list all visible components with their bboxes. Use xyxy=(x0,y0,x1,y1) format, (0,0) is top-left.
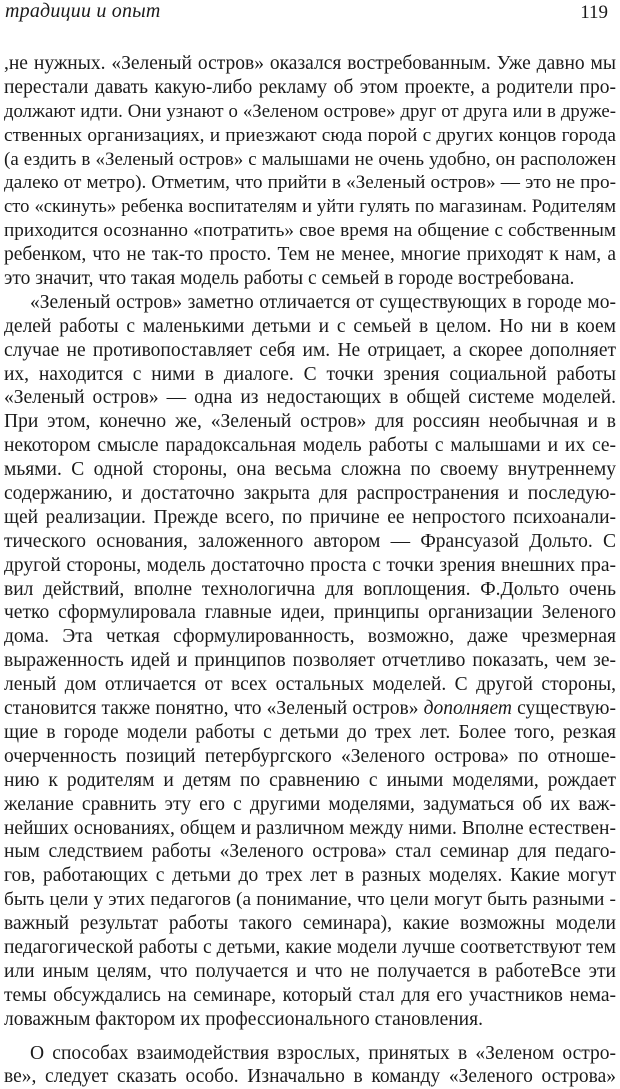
text-segment: щие в городе модели работы с детьми до трех лет. Более того, резкая xyxy=(4,721,616,743)
text-line xyxy=(4,339,616,363)
text-segment: их, находится с ними в диалоге. С точки зрения социальной работы xyxy=(4,363,616,385)
text-line xyxy=(4,697,616,721)
text-segment: выраженность идей и принципов позволяет отчетливо показать, чем зе- xyxy=(4,650,616,672)
text-segment: гов, работающих с детьми до трех лет в разных моделях. Какие могут xyxy=(4,865,616,887)
text-segment: другой стороны, модель достаточно проста с точки зрения внешних пра- xyxy=(4,554,616,576)
text-segment: перестали давать какую-либо рекламу об этом проекте, а родители про- xyxy=(4,76,616,98)
text-line xyxy=(4,1008,616,1032)
text-line xyxy=(4,410,616,434)
page-number: 119 xyxy=(580,2,608,23)
text-line xyxy=(4,745,616,769)
text-line xyxy=(4,530,616,554)
text-segment: ве», следует сказать особо. Изначально в команду «Зеленого острова» xyxy=(4,1066,616,1088)
text-line xyxy=(4,171,616,195)
text-line xyxy=(4,625,616,649)
text-line xyxy=(4,219,616,243)
text-line xyxy=(4,363,616,387)
text-line xyxy=(4,960,616,984)
text-line xyxy=(4,267,616,291)
text-segment: быть цели у этих педагогов (а понимание, что цели могут быть разными - xyxy=(4,889,616,911)
text-line xyxy=(4,458,616,482)
text-line xyxy=(4,291,616,315)
text-line xyxy=(4,793,616,817)
text-segment: сто «скинуть» ребенка воспитателям и уйти гулять по магазинам. Родителям xyxy=(4,196,616,218)
text-line xyxy=(4,649,616,673)
text-segment: делей работы с маленькими детьми и с семьей в целом. Но ни в коем xyxy=(4,315,616,337)
paragraph-gap xyxy=(4,1032,616,1042)
text-segment: О способах взаимодействия взрослых, принятых в «Зеленом остро- xyxy=(30,1042,616,1064)
text-line xyxy=(4,243,616,267)
text-segment: мьями. С одной стороны, она весьма сложна по своему внутреннему xyxy=(4,459,616,481)
text-line xyxy=(4,315,616,339)
text-segment: далеко от метро). Отметим, что прийти в «Зеленый остров» — это не про- xyxy=(4,172,616,194)
text-segment: это значит, что такая модель работы с семьей в городе востребована. xyxy=(4,268,575,290)
body-text xyxy=(4,52,616,1089)
text-segment: «Зеленый остров» заметно отличается от существующих в городе мо- xyxy=(30,291,616,313)
text-segment: некотором смысле парадоксальная модель работы с малышами и их се- xyxy=(4,435,616,457)
text-segment: ным следствием работы «Зеленого острова» стал семинар для педаго- xyxy=(4,841,616,863)
text-line xyxy=(4,1065,616,1089)
text-line xyxy=(4,434,616,458)
text-segment: нейших основаниях, общем и различном между ними. Вполне естествен- xyxy=(4,817,616,839)
text-segment: очерченность позиций петербургского «Зеленого острова» по отноше- xyxy=(4,745,616,767)
text-segment: содержанию, и достаточно закрыта для распространения и последую- xyxy=(4,483,616,505)
text-line xyxy=(4,864,616,888)
text-line xyxy=(4,912,616,936)
text-segment: важный результат работы такого семинара), какие возможны модели xyxy=(4,913,616,935)
text-segment: дома. Эта четкая сформулированность, возможно, даже чрезмерная xyxy=(4,626,616,648)
text-line xyxy=(4,124,616,148)
text-line xyxy=(4,52,616,76)
text-line xyxy=(4,601,616,625)
paragraph-3 xyxy=(4,1042,616,1089)
text-line xyxy=(4,148,616,172)
text-line xyxy=(4,482,616,506)
text-segment: «Зеленый остров» — одна из недостающих в общей системе моделей. xyxy=(4,387,616,409)
text-segment: темы обсуждались на семинаре, который стал для его участников нема- xyxy=(4,984,616,1006)
running-title: традиции и опыт xyxy=(5,0,161,22)
text-line xyxy=(4,769,616,793)
text-segment: (а ездить в «Зеленый остров» с малышами не очень удобно, он расположен xyxy=(4,148,616,170)
text-segment: щей реализации. Прежде всего, по причине ее непростого психоанали- xyxy=(4,506,616,528)
text-segment: ловажным фактором их профессионального становления. xyxy=(4,1008,483,1030)
text-line xyxy=(4,195,616,219)
text-line xyxy=(4,817,616,841)
text-line xyxy=(4,1042,616,1066)
text-segment: ребенком, что не так-то просто. Тем не менее, многие приходят к нам, а xyxy=(4,244,616,266)
text-line xyxy=(4,888,616,912)
text-segment: вил действий, вполне технологична для воплощения. Ф.Дольто очень xyxy=(4,578,616,600)
text-line xyxy=(4,386,616,410)
text-segment: тического основания, заложенного автором — Франсуазой Дольто. С xyxy=(4,530,616,552)
text-segment: случае не противопоставляет себя им. Не отрицает, а скорее дополняет xyxy=(4,339,616,361)
text-line xyxy=(4,673,616,697)
paragraph-1 xyxy=(4,52,616,291)
paragraph-2 xyxy=(4,291,616,1032)
text-segment: нию к родителям и детям по сравнению с иными моделями, рождает xyxy=(4,769,616,791)
text-segment: ,не нужных. «Зеленый остров» оказался востребованным. Уже давно мы xyxy=(4,53,616,74)
text-line xyxy=(4,721,616,745)
text-segment: При этом, конечно же, «Зеленый остров» для россиян необычная и в xyxy=(4,411,616,433)
text-segment: или иным целям, что получается и что не получается в работеВсе эти xyxy=(4,960,616,982)
text-segment: приходится осознанно «потратить» свое время на общение с собственным xyxy=(4,220,616,242)
text-line xyxy=(4,100,616,124)
text-line xyxy=(4,76,616,100)
text-segment: четко сформулировала главные идеи, принципы организации Зеленого xyxy=(4,602,616,624)
text-line xyxy=(4,936,616,960)
text-segment: педагогической работы с детьми, какие модели лучше соответствуют тем xyxy=(4,936,616,958)
text-line xyxy=(4,506,616,530)
text-segment: желание сравнить эту его с другими моделями, задуматься об их важ- xyxy=(4,793,616,815)
text-line xyxy=(4,840,616,864)
text-segment: ственных организациях, и приезжают сюда порой с других концов города xyxy=(4,124,616,146)
text-segment: существую- xyxy=(512,698,616,720)
text-segment: становится также понятно, что «Зеленый остров» xyxy=(4,698,424,720)
text-line xyxy=(4,578,616,602)
text-line xyxy=(4,554,616,578)
text-segment: должают идти. Они узнают о «Зеленом острове» друг от друга или в друже- xyxy=(4,100,616,122)
emphasis-text: дополняет xyxy=(423,698,512,720)
text-segment: леный дом отличается от всех остальных моделей. С другой стороны, xyxy=(4,674,616,696)
text-line xyxy=(4,984,616,1008)
